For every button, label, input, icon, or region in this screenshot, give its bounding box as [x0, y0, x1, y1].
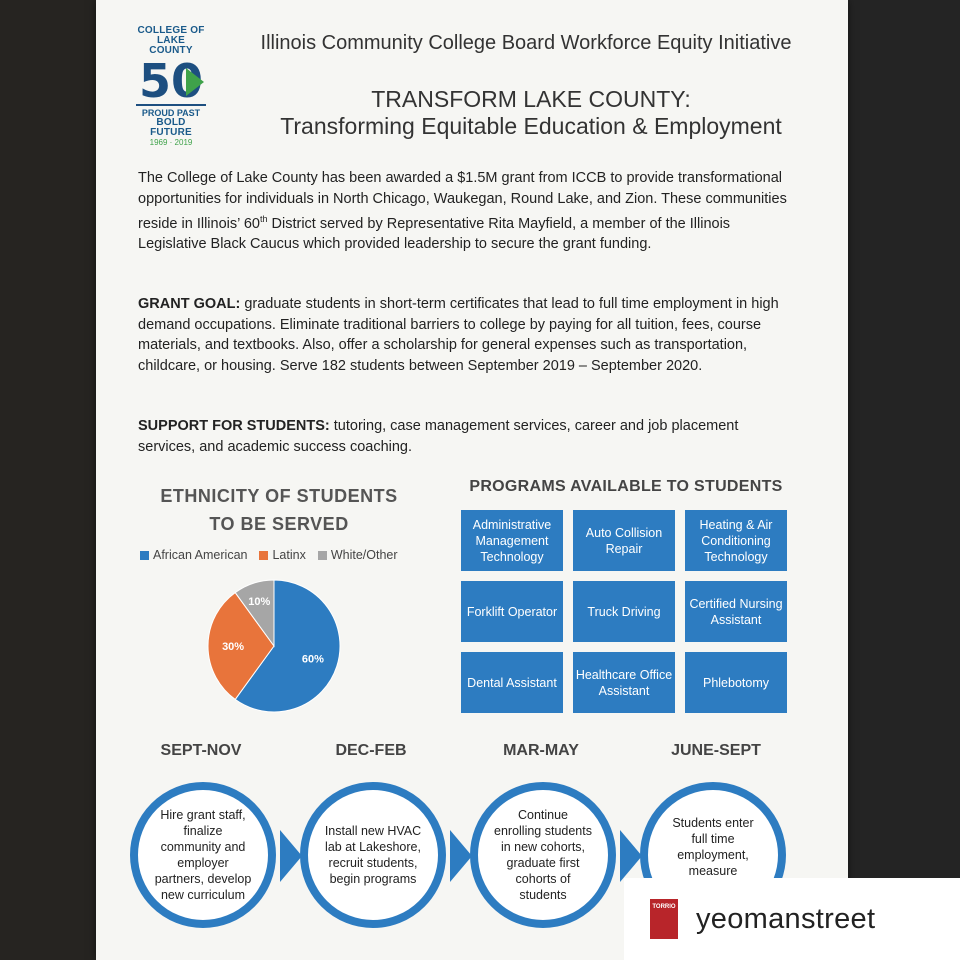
repost-mini-logo [650, 899, 678, 939]
legend-swatch [259, 551, 268, 560]
program-tile: Forklift Operator [461, 581, 563, 642]
logo-line-2: LAKE COUNTY [149, 35, 193, 56]
timeline-period: DEC-FEB [335, 742, 407, 759]
program-tile: Phlebotomy [685, 652, 787, 713]
program-tile: Healthcare Office Assistant [573, 652, 675, 713]
intro-text-b: District served by Representative Rita Mayfield, a member of the Illinois Legislative Black Caucus which provided leadership to secure the grant funding. [138, 215, 731, 253]
legend-item [140, 548, 247, 562]
support-paragraph [138, 416, 798, 457]
grant-goal-paragraph [138, 294, 798, 376]
mini-logo-text: TORRIO [652, 904, 676, 910]
timeline-arrow-icon [450, 830, 472, 882]
intro-superscript: th [259, 214, 268, 224]
timeline-period: JUNE-SEPT [671, 742, 761, 759]
logo-number: 50 [138, 54, 203, 108]
legend-label: White/Other [330, 548, 398, 562]
timeline-circle [130, 782, 276, 928]
ethnicity-pie-chart [206, 578, 342, 714]
timeline-arrow-icon [280, 830, 302, 882]
legend-swatch [140, 551, 149, 560]
logo-line-1: COLLEGE OF [137, 25, 205, 36]
program-tile: Certified Nursing Assistant [685, 581, 787, 642]
program-tile: Heating & Air Conditioning Technology [685, 510, 787, 571]
ethnicity-title [144, 482, 414, 538]
timeline-text: Continue enrolling students in new cohorts, graduate first cohorts of students [494, 808, 592, 902]
intro-paragraph [138, 168, 798, 255]
support-text: tutoring, case management services, career and job placement services, and academic success coaching. [138, 418, 739, 455]
grant-goal-text: graduate students in short-term certificates that lead to full time employment in high demand occupations. Eliminate traditional barriers to college by paying for all tuition, fees, course materials, and textbooks. Also, offer a scholarship for general expenses such as transportation, childcare, or housing. Serve 182 students between September 2019 – September 2020. [138, 296, 779, 374]
program-tile: Truck Driving [573, 581, 675, 642]
programs-grid [461, 510, 791, 713]
repost-watermark [624, 878, 960, 960]
college-logo [136, 25, 206, 147]
programs-title: PROGRAMS AVAILABLE TO STUDENTS [469, 478, 783, 495]
program-tile: Dental Assistant [461, 652, 563, 713]
timeline-text: Hire grant staff, finalize community and employer partners, develop new curriculum [154, 808, 252, 902]
ethnicity-title-line-1: ETHNICITY OF STUDENTS [160, 486, 398, 506]
timeline-text: Install new HVAC lab at Lakeshore, recruit students, begin programs [324, 824, 422, 886]
logo-line-3: PROUD PAST [136, 104, 206, 118]
title-line-1: TRANSFORM LAKE COUNTY: [371, 86, 691, 112]
repost-handle: yeomanstreet [696, 902, 876, 935]
timeline-period: SEPT-NOV [160, 742, 242, 759]
logo-line-4: BOLD FUTURE [150, 117, 192, 138]
logo-50-mark [136, 54, 206, 108]
intro-text-a: The College of Lake County has been awarded a $1.5M grant from ICCB to provide transformational opportunities for individuals in North Chicago, Waukegan, Round Lake, and Zion. These communities reside in Illinois’ 60 [138, 170, 787, 232]
background-left [0, 0, 96, 960]
timeline-text: Students enter full time employment, measure [672, 816, 754, 878]
background-right [848, 0, 960, 960]
flyer-page [96, 0, 848, 960]
pie-data-label: 10% [248, 595, 271, 608]
legend-label: Latinx [272, 548, 306, 562]
timeline-circle [300, 782, 446, 928]
legend-swatch [318, 551, 327, 560]
program-tile: Auto Collision Repair [573, 510, 675, 571]
title-line-2: Transforming Equitable Education & Employment [280, 113, 782, 139]
initiative-heading: Illinois Community College Board Workforce Equity Initiative [260, 32, 792, 54]
legend-item [259, 548, 305, 562]
page-title [246, 86, 816, 140]
program-tile: Administrative Management Technology [461, 510, 563, 571]
legend-label: African American [153, 548, 248, 562]
pie-data-label: 30% [222, 641, 245, 653]
logo-years: 1969 · 2019 [149, 138, 193, 147]
ethnicity-title-line-2: TO BE SERVED [209, 514, 349, 534]
logo-chevron-icon [186, 68, 204, 96]
pie-data-label: 60% [301, 653, 324, 666]
grant-goal-label: GRANT GOAL: [138, 296, 241, 312]
timeline-period: MAR-MAY [503, 742, 579, 759]
legend-item [318, 548, 398, 562]
timeline-arrow-icon [620, 830, 642, 882]
support-label: SUPPORT FOR STUDENTS: [138, 418, 330, 434]
pie-legend [140, 548, 440, 562]
timeline-circle [470, 782, 616, 928]
